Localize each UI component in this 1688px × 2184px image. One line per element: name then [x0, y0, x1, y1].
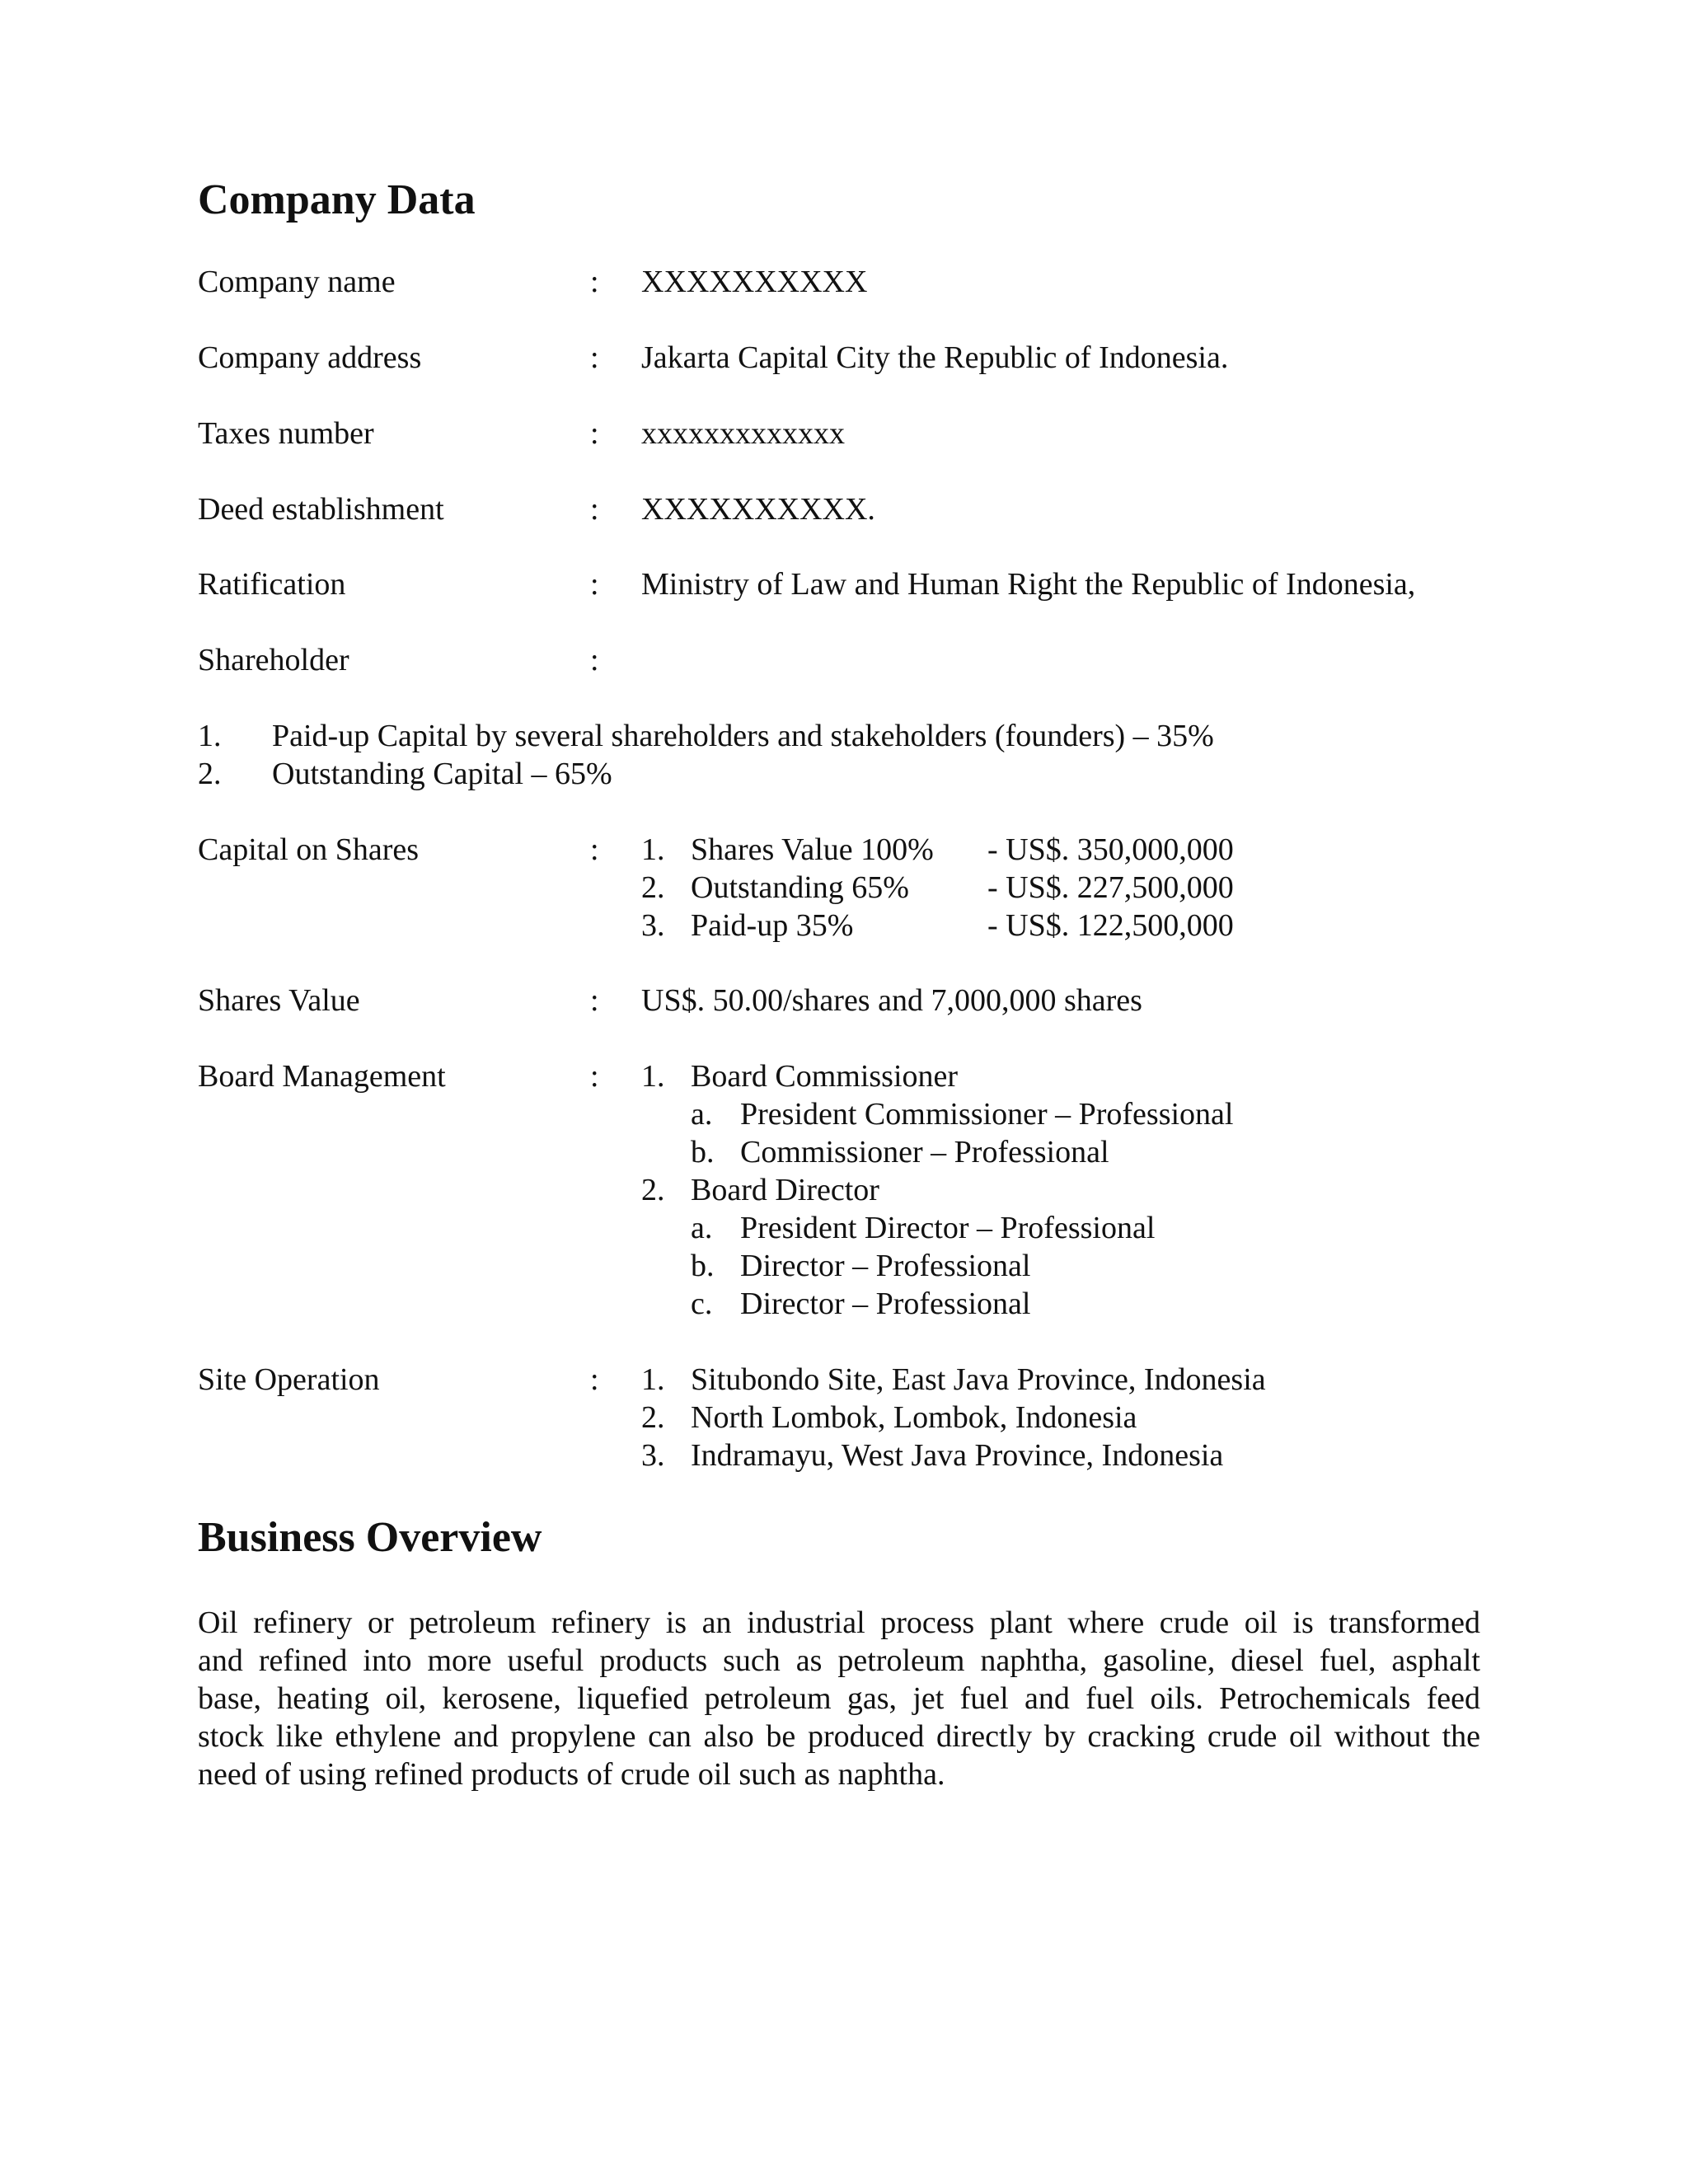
- capital-item-amount: - US$. 227,500,000: [987, 870, 1234, 905]
- capital-item-amount: - US$. 122,500,000: [987, 908, 1234, 943]
- capital-item-name: Outstanding 65%: [691, 870, 909, 905]
- business-overview-paragraph: [198, 1604, 1480, 1793]
- capital-on-shares-label: Capital on Shares: [198, 832, 420, 867]
- board-management-label: Board Management: [198, 1059, 446, 1094]
- site-item-text: Indramayu, West Java Province, Indonesia: [691, 1438, 1224, 1473]
- paragraph-line: Oil refinery or petroleum refinery is an industrial process plant where crude oil is transformed: [198, 1605, 1480, 1640]
- deed-establishment-colon: :: [590, 492, 599, 527]
- shareholder-item-number: 2.: [198, 757, 222, 791]
- board-item-text: President Director – Professional: [740, 1211, 1156, 1245]
- paragraph-line: and refined into more useful products such as petroleum naphtha, gasoline, diesel fuel, asphalt: [198, 1643, 1480, 1678]
- shareholder-label: Shareholder: [198, 643, 349, 677]
- shares-value-label: Shares Value: [198, 983, 360, 1018]
- board-group-number: 1.: [641, 1059, 665, 1094]
- ratification-value: Ministry of Law and Human Right the Republic of Indonesia,: [641, 567, 1416, 602]
- board-item-letter: b.: [691, 1135, 715, 1169]
- shareholder-item-text: Outstanding Capital – 65%: [272, 757, 612, 791]
- board-item-text: Commissioner – Professional: [740, 1135, 1109, 1169]
- capital-item-name: Shares Value 100%: [691, 832, 934, 867]
- shares-value-value: US$. 50.00/shares and 7,000,000 shares: [641, 983, 1142, 1018]
- capital-item-amount: - US$. 350,000,000: [987, 832, 1234, 867]
- capital-item-number: 2.: [641, 870, 665, 905]
- company-address-label: Company address: [198, 340, 422, 375]
- board-management-colon: :: [590, 1059, 599, 1094]
- taxes-number-colon: :: [590, 416, 599, 451]
- deed-establishment-label: Deed establishment: [198, 492, 444, 527]
- board-item-letter: c.: [691, 1286, 713, 1321]
- company-name-colon: :: [590, 265, 599, 299]
- site-item-number: 3.: [641, 1438, 665, 1473]
- paragraph-line: need of using refined products of crude oil such as naphtha.: [198, 1757, 945, 1792]
- business-overview-heading: Business Overview: [198, 1514, 542, 1561]
- site-item-text: Situbondo Site, East Java Province, Indonesia: [691, 1362, 1266, 1397]
- capital-item-number: 1.: [641, 832, 665, 867]
- site-operation-label: Site Operation: [198, 1362, 380, 1397]
- site-operation-colon: :: [590, 1362, 599, 1397]
- board-item-letter: a.: [691, 1097, 713, 1132]
- shareholder-colon: :: [590, 643, 599, 677]
- capital-item-number: 3.: [641, 908, 665, 943]
- ratification-label: Ratification: [198, 567, 346, 602]
- paragraph-line: base, heating oil, kerosene, liquefied petroleum gas, jet fuel and fuel oils. Petrochemicals feed: [198, 1681, 1480, 1716]
- board-group-name: Board Commissioner: [691, 1059, 959, 1094]
- company-data-heading: Company Data: [198, 176, 476, 223]
- site-item-text: North Lombok, Lombok, Indonesia: [691, 1400, 1137, 1435]
- shareholder-item-number: 1.: [198, 719, 222, 753]
- board-group-number: 2.: [641, 1173, 665, 1207]
- board-item-text: Director – Professional: [740, 1286, 1031, 1321]
- company-name-value: XXXXXXXXXX: [641, 265, 868, 299]
- site-item-number: 1.: [641, 1362, 665, 1397]
- shares-value-colon: :: [590, 983, 599, 1018]
- board-item-text: President Commissioner – Professional: [740, 1097, 1234, 1132]
- taxes-number-label: Taxes number: [198, 416, 374, 451]
- taxes-number-value: xxxxxxxxxxxxx: [641, 416, 845, 451]
- site-item-number: 2.: [641, 1400, 665, 1435]
- company-address-value: Jakarta Capital City the Republic of Indonesia.: [641, 340, 1229, 375]
- shareholder-item-text: Paid-up Capital by several shareholders and stakeholders (founders) – 35%: [272, 719, 1214, 753]
- board-item-text: Director – Professional: [740, 1249, 1031, 1283]
- board-group-name: Board Director: [691, 1173, 879, 1207]
- ratification-colon: :: [590, 567, 599, 602]
- board-item-letter: a.: [691, 1211, 713, 1245]
- capital-on-shares-colon: :: [590, 832, 599, 867]
- company-name-label: Company name: [198, 265, 396, 299]
- capital-item-name: Paid-up 35%: [691, 908, 854, 943]
- deed-establishment-value: XXXXXXXXXX.: [641, 492, 875, 527]
- board-item-letter: b.: [691, 1249, 715, 1283]
- company-address-colon: :: [590, 340, 599, 375]
- paragraph-line: stock like ethylene and propylene can also be produced directly by cracking crude oil without the: [198, 1719, 1480, 1754]
